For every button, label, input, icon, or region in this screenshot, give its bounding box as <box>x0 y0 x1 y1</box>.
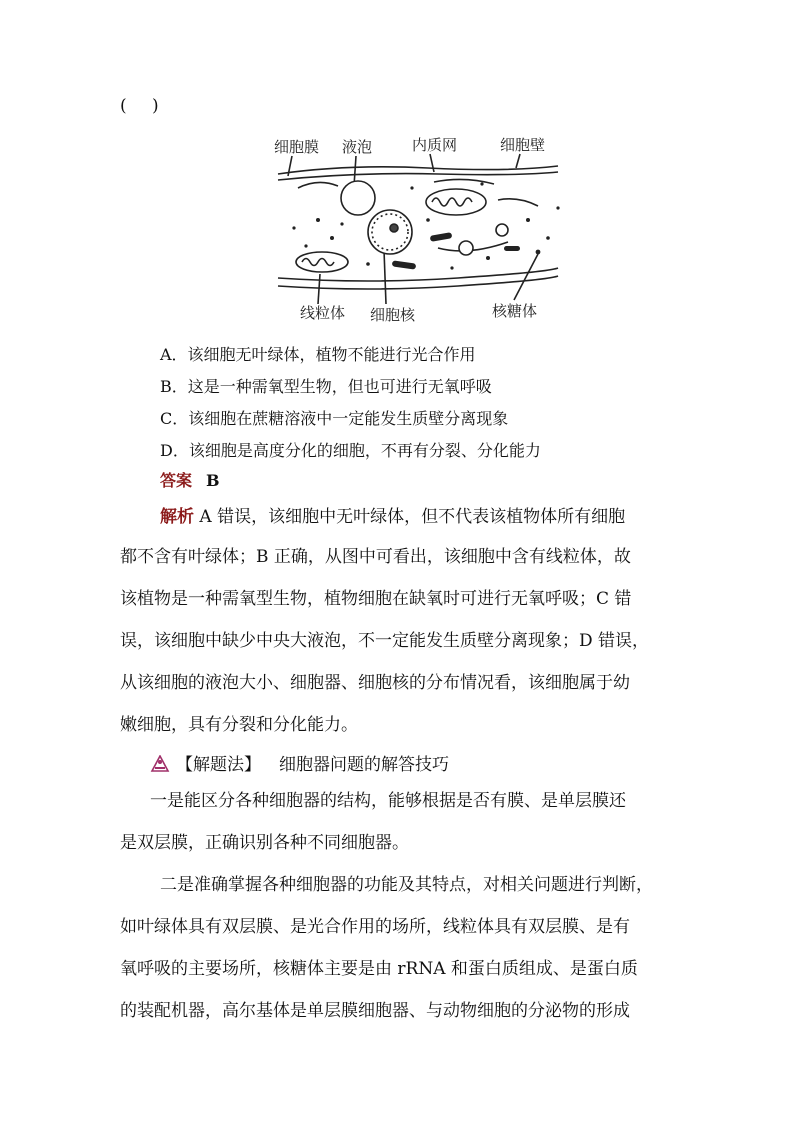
label-ribosome: 核糖体 <box>492 302 538 320</box>
tip-bracket: 【解题法】 <box>176 755 261 775</box>
tip-line-5: 氧呼吸的主要场所，核糖体主要是由 rRNA 和蛋白质组成、是蛋白质 <box>120 959 638 979</box>
option-c: C．该细胞在蔗糖溶液中一定能发生质壁分离现象 <box>160 409 509 428</box>
tip-line-4: 如叶绿体具有双层膜、是光合作用的场所，线粒体具有双层膜、是有 <box>120 917 630 937</box>
answer-parentheses: ( ) <box>120 96 169 116</box>
tip-icon <box>150 755 170 773</box>
answer-label: 答案 <box>160 471 193 490</box>
tip-line-1: 一是能区分各种细胞器的结构，能够根据是否有膜、是单层膜还 <box>150 791 626 811</box>
label-mitochondrion: 线粒体 <box>300 304 346 322</box>
option-a: A．该细胞无叶绿体，植物不能进行光合作用 <box>160 345 476 364</box>
label-nucleus: 细胞核 <box>370 306 416 324</box>
option-b: B．这是一种需氧型生物，但也可进行无氧呼吸 <box>160 377 492 396</box>
tip-title: 细胞器问题的解答技巧 <box>279 755 449 775</box>
tip-line-2: 是双层膜，正确识别各种不同细胞器。 <box>120 833 409 853</box>
tip-line-6: 的装配机器，高尔基体是单层膜细胞器、与动物细胞的分泌物的形成 <box>120 1001 630 1021</box>
label-er: 内质网 <box>412 136 458 154</box>
analysis-line-1 <box>160 502 625 527</box>
tip-line-3: 二是准确掌握各种细胞器的功能及其特点，对相关问题进行判断， <box>160 875 653 895</box>
analysis-line-2: 都不含有叶绿体；B 正确，从图中可看出，该细胞中含有线粒体，故 <box>120 547 631 567</box>
analysis-line-3: 该植物是一种需氧型生物，植物细胞在缺氧时可进行无氧呼吸；C 错 <box>120 589 632 609</box>
analysis-line-5: 从该细胞的液泡大小、细胞器、细胞核的分布情况看，该细胞属于幼 <box>120 673 630 693</box>
analysis-line-6: 嫩细胞，具有分裂和分化能力。 <box>120 715 358 735</box>
label-vacuole: 液泡 <box>342 138 373 156</box>
tip-header <box>150 750 449 775</box>
analysis-text-1: A 错误，该细胞中无叶绿体，但不代表该植物体所有细胞 <box>199 507 626 527</box>
answer-value: B <box>206 471 220 490</box>
analysis-label: 解析 <box>160 507 194 527</box>
label-cell-membrane: 细胞膜 <box>274 138 320 156</box>
option-d: D．该细胞是高度分化的细胞，不再有分裂、分化能力 <box>160 441 541 460</box>
label-cell-wall: 细胞壁 <box>500 136 546 154</box>
plant-cell-diagram <box>258 128 574 330</box>
analysis-line-4: 误，该细胞中缺少中央大液泡，不一定能发生质壁分离现象；D 错误， <box>120 631 650 651</box>
answer-line <box>160 468 220 491</box>
